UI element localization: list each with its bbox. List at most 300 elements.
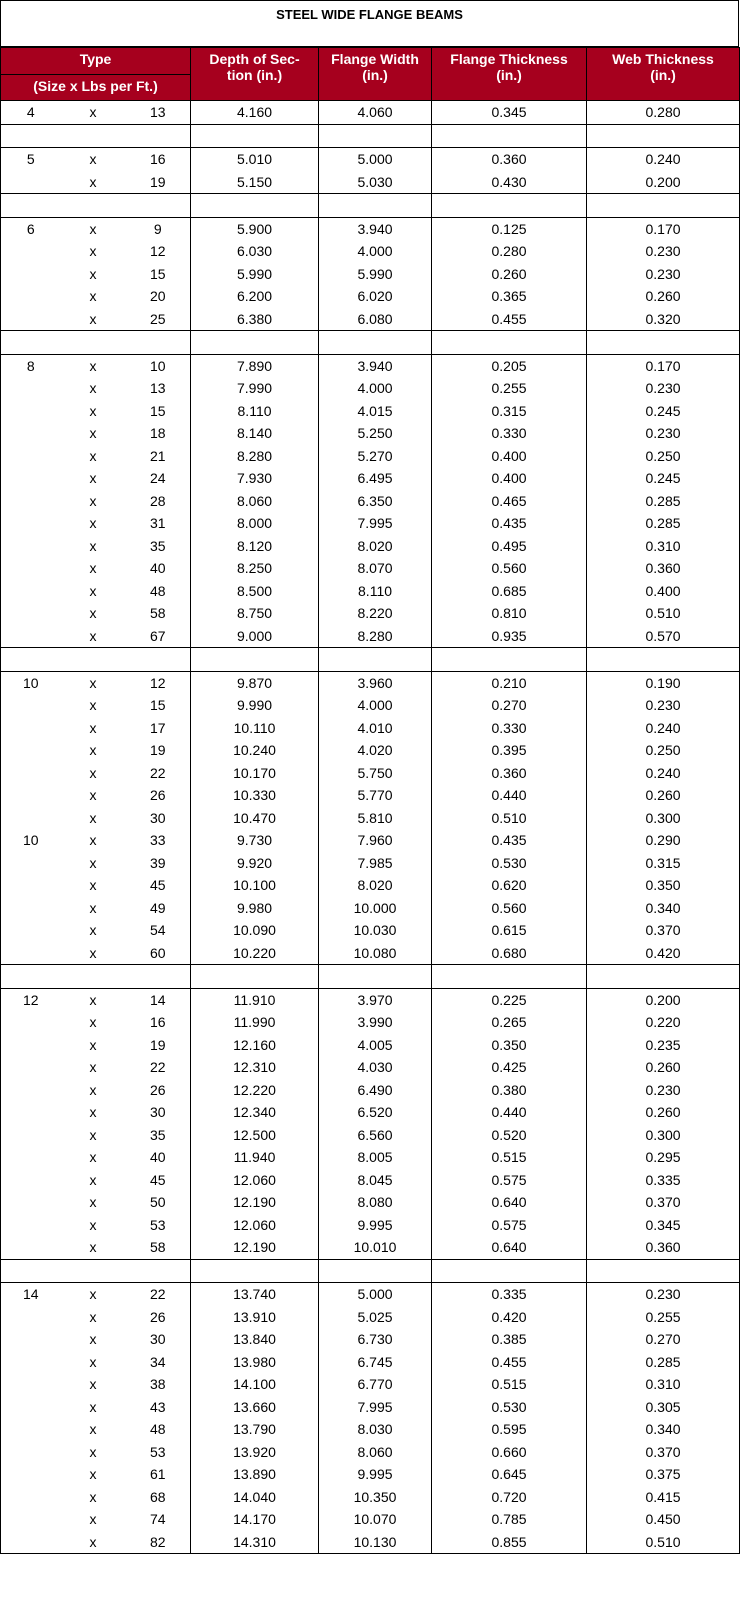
lbs-cell: 48 [126, 1418, 191, 1441]
depth-cell: 12.310 [191, 1056, 319, 1079]
lbs-cell: 28 [126, 490, 191, 513]
x-cell: x [89, 582, 97, 599]
web-thickness-cell: 0.335 [587, 1169, 740, 1192]
flange-thickness-cell: 0.560 [432, 897, 587, 920]
depth-cell: 12.190 [191, 1236, 319, 1259]
flange-width-cell: 9.995 [319, 1214, 432, 1237]
x-cell: x [89, 515, 97, 531]
depth-cell: 5.010 [191, 148, 319, 171]
flange-thickness-cell: 0.785 [432, 1508, 587, 1531]
size-cell: 10 [1, 671, 61, 694]
lbs-cell: 60 [126, 942, 191, 965]
table-row [1, 1124, 740, 1147]
size-cell [1, 445, 61, 468]
size-cell [1, 580, 61, 603]
size-cell [1, 1306, 61, 1329]
x-cell [61, 648, 126, 672]
size-cell: 4 [1, 101, 61, 125]
table-row [1, 942, 740, 965]
web-thickness-cell: 0.245 [587, 400, 740, 423]
lbs-cell: 12 [126, 671, 191, 694]
table-row [1, 1508, 740, 1531]
table-row [1, 580, 740, 603]
table-row [1, 807, 740, 830]
x-cell: x [89, 425, 97, 441]
lbs-cell [126, 331, 191, 355]
size-cell [1, 1236, 61, 1259]
size-cell [1, 897, 61, 920]
x-cell: x [61, 148, 126, 171]
flange-width-cell: 5.000 [319, 1283, 432, 1306]
lbs-cell [126, 194, 191, 218]
size-cell: 10 [1, 829, 61, 852]
flange-thickness-cell: 0.210 [432, 671, 587, 694]
size-cell [1, 331, 61, 355]
flange-width-cell: 7.960 [319, 829, 432, 852]
table-row [1, 762, 740, 785]
table-row [1, 1011, 740, 1034]
size-cell [1, 308, 61, 331]
web-thickness-cell: 0.245 [587, 467, 740, 490]
depth-cell: 10.220 [191, 942, 319, 965]
x-cell: x [89, 697, 97, 713]
flange-width-cell: 3.960 [319, 671, 432, 694]
web-thickness-cell: 0.220 [587, 1011, 740, 1034]
size-cell [1, 1259, 61, 1283]
flange-width-cell: 4.000 [319, 694, 432, 717]
x-cell: x [89, 1149, 97, 1165]
flange-width-cell: 8.020 [319, 535, 432, 558]
table-row [1, 171, 740, 194]
flange-width-cell: 3.970 [319, 988, 432, 1011]
x-cell: x [89, 402, 97, 419]
flange-width-cell: 8.005 [319, 1146, 432, 1169]
size-cell [1, 377, 61, 400]
depth-cell: 12.060 [191, 1214, 319, 1237]
flange-thickness-cell: 0.330 [432, 422, 587, 445]
table-row [1, 535, 740, 558]
web-thickness-cell: 0.450 [587, 1508, 740, 1531]
flange-thickness-cell: 0.420 [432, 1306, 587, 1329]
depth-cell [191, 194, 319, 218]
table-row [1, 1531, 740, 1554]
lbs-cell: 13 [126, 101, 191, 125]
table-row [1, 308, 740, 331]
depth-cell: 8.060 [191, 490, 319, 513]
x-cell [61, 1259, 126, 1283]
table-row [1, 671, 740, 694]
depth-cell: 6.380 [191, 308, 319, 331]
lbs-cell: 45 [126, 1169, 191, 1192]
flange-thickness-cell: 0.385 [432, 1328, 587, 1351]
table-row [1, 1191, 740, 1214]
table-row [1, 1328, 740, 1351]
lbs-cell: 35 [126, 535, 191, 558]
web-thickness-cell: 0.285 [587, 512, 740, 535]
web-thickness-cell: 0.240 [587, 762, 740, 785]
lbs-cell: 30 [126, 1328, 191, 1351]
lbs-cell: 31 [126, 512, 191, 535]
size-cell [1, 285, 61, 308]
flange-thickness-cell: 0.270 [432, 694, 587, 717]
table-row [1, 1169, 740, 1192]
depth-cell: 10.330 [191, 784, 319, 807]
lbs-cell: 82 [126, 1531, 191, 1554]
flange-thickness-cell: 0.620 [432, 874, 587, 897]
depth-cell: 10.470 [191, 807, 319, 830]
lbs-cell: 67 [126, 625, 191, 648]
web-thickness-cell: 0.240 [587, 717, 740, 740]
web-thickness-cell: 0.250 [587, 445, 740, 468]
size-cell [1, 124, 61, 148]
web-thickness-cell: 0.260 [587, 285, 740, 308]
x-cell [61, 965, 126, 989]
x-cell: x [89, 877, 97, 893]
lbs-cell: 61 [126, 1463, 191, 1486]
web-thickness-cell: 0.315 [587, 852, 740, 875]
header-flange-width: Flange Width (in.) [319, 48, 432, 101]
web-thickness-cell: 0.260 [587, 784, 740, 807]
depth-cell [191, 648, 319, 672]
depth-cell: 13.660 [191, 1396, 319, 1419]
x-cell: x [89, 1126, 97, 1143]
table-row [1, 988, 740, 1011]
depth-cell: 6.200 [191, 285, 319, 308]
flange-thickness-cell: 0.680 [432, 942, 587, 965]
flange-width-cell: 8.060 [319, 1441, 432, 1464]
web-thickness-cell: 0.230 [587, 422, 740, 445]
flange-width-cell: 6.730 [319, 1328, 432, 1351]
flange-thickness-cell: 0.640 [432, 1236, 587, 1259]
lbs-cell: 58 [126, 1236, 191, 1259]
size-cell [1, 807, 61, 830]
size-cell [1, 1486, 61, 1509]
x-cell: x [89, 854, 97, 871]
lbs-cell: 19 [126, 739, 191, 762]
table-row [1, 1146, 740, 1169]
depth-cell: 8.750 [191, 602, 319, 625]
depth-cell: 10.110 [191, 717, 319, 740]
web-thickness-cell: 0.280 [587, 101, 740, 125]
web-thickness-cell: 0.360 [587, 1236, 740, 1259]
flange-width-cell: 4.030 [319, 1056, 432, 1079]
x-cell: x [89, 1194, 97, 1210]
x-cell: x [89, 1421, 97, 1437]
lbs-cell: 21 [126, 445, 191, 468]
lbs-cell: 74 [126, 1508, 191, 1531]
web-thickness-cell: 0.230 [587, 240, 740, 263]
flange-width-cell: 3.940 [319, 354, 432, 377]
flange-thickness-cell: 0.595 [432, 1418, 587, 1441]
flange-width-cell: 10.070 [319, 1508, 432, 1531]
x-cell: x [89, 1488, 97, 1505]
flange-width-cell: 5.770 [319, 784, 432, 807]
web-thickness-cell: 0.375 [587, 1463, 740, 1486]
flange-width-cell: 5.025 [319, 1306, 432, 1329]
lbs-cell: 17 [126, 717, 191, 740]
lbs-cell: 10 [126, 354, 191, 377]
header-type: Type [1, 48, 191, 75]
table-row [1, 354, 740, 377]
web-thickness-cell: 0.510 [587, 1531, 740, 1554]
x-cell: x [61, 101, 126, 125]
x-cell [61, 331, 126, 355]
lbs-cell: 39 [126, 852, 191, 875]
flange-thickness-cell [432, 124, 587, 148]
lbs-cell: 49 [126, 897, 191, 920]
flange-width-cell: 10.010 [319, 1236, 432, 1259]
web-thickness-cell: 0.310 [587, 1373, 740, 1396]
x-cell: x [61, 671, 126, 694]
depth-cell: 14.100 [191, 1373, 319, 1396]
lbs-cell: 22 [126, 1283, 191, 1306]
depth-cell: 9.990 [191, 694, 319, 717]
table-row [1, 400, 740, 423]
table-row [1, 1486, 740, 1509]
flange-thickness-cell: 0.400 [432, 467, 587, 490]
web-thickness-cell: 0.285 [587, 490, 740, 513]
web-thickness-cell: 0.230 [587, 694, 740, 717]
size-cell [1, 1508, 61, 1531]
flange-thickness-cell [432, 1259, 587, 1283]
flange-width-cell: 5.030 [319, 171, 432, 194]
lbs-cell: 68 [126, 1486, 191, 1509]
blank-row [1, 124, 740, 148]
flange-width-cell: 7.995 [319, 512, 432, 535]
flange-thickness-cell: 0.380 [432, 1079, 587, 1102]
lbs-cell: 33 [126, 829, 191, 852]
lbs-cell: 40 [126, 1146, 191, 1169]
depth-cell: 13.980 [191, 1351, 319, 1374]
depth-cell: 12.060 [191, 1169, 319, 1192]
depth-cell: 13.840 [191, 1328, 319, 1351]
lbs-cell: 26 [126, 784, 191, 807]
depth-cell: 12.160 [191, 1034, 319, 1057]
table-row [1, 897, 740, 920]
flange-width-cell: 5.000 [319, 148, 432, 171]
flange-width-cell: 8.070 [319, 557, 432, 580]
web-thickness-cell [587, 648, 740, 672]
flange-thickness-cell: 0.435 [432, 829, 587, 852]
depth-cell [191, 331, 319, 355]
flange-width-cell: 8.030 [319, 1418, 432, 1441]
depth-cell: 8.500 [191, 580, 319, 603]
x-cell: x [61, 1531, 126, 1554]
depth-cell: 13.740 [191, 1283, 319, 1306]
table-row [1, 557, 740, 580]
depth-cell: 10.090 [191, 919, 319, 942]
size-cell [1, 557, 61, 580]
flange-width-cell: 8.220 [319, 602, 432, 625]
flange-thickness-cell: 0.205 [432, 354, 587, 377]
table-row [1, 1396, 740, 1419]
lbs-cell [126, 1259, 191, 1283]
size-cell [1, 625, 61, 648]
flange-width-cell [319, 965, 432, 989]
size-cell [1, 874, 61, 897]
lbs-cell: 22 [126, 1056, 191, 1079]
web-thickness-cell: 0.170 [587, 217, 740, 240]
web-thickness-cell: 0.230 [587, 377, 740, 400]
lbs-cell: 25 [126, 308, 191, 331]
flange-thickness-cell: 0.855 [432, 1531, 587, 1554]
size-cell [1, 1373, 61, 1396]
depth-cell: 10.170 [191, 762, 319, 785]
flange-width-cell: 3.990 [319, 1011, 432, 1034]
flange-thickness-cell: 0.455 [432, 1351, 587, 1374]
flange-width-cell: 6.745 [319, 1351, 432, 1374]
flange-thickness-cell: 0.640 [432, 1191, 587, 1214]
lbs-cell: 26 [126, 1079, 191, 1102]
flange-width-cell [319, 648, 432, 672]
table-row [1, 1463, 740, 1486]
depth-cell: 13.890 [191, 1463, 319, 1486]
lbs-cell: 40 [126, 557, 191, 580]
x-cell: x [89, 1036, 97, 1053]
size-cell [1, 1124, 61, 1147]
web-thickness-cell: 0.300 [587, 1124, 740, 1147]
flange-width-cell: 5.270 [319, 445, 432, 468]
flange-thickness-cell [432, 331, 587, 355]
lbs-cell: 9 [126, 217, 191, 240]
flange-width-cell: 8.280 [319, 625, 432, 648]
table-row [1, 217, 740, 240]
table-row [1, 1214, 740, 1237]
x-cell: x [89, 1239, 97, 1255]
size-cell [1, 490, 61, 513]
table-row [1, 1373, 740, 1396]
flange-width-cell: 7.995 [319, 1396, 432, 1419]
x-cell: x [89, 560, 97, 576]
web-thickness-cell: 0.370 [587, 1441, 740, 1464]
flange-width-cell [319, 1259, 432, 1283]
lbs-cell: 30 [126, 807, 191, 830]
lbs-cell: 53 [126, 1441, 191, 1464]
flange-thickness-cell: 0.660 [432, 1441, 587, 1464]
lbs-cell: 58 [126, 602, 191, 625]
depth-cell: 12.220 [191, 1079, 319, 1102]
flange-thickness-cell: 0.330 [432, 717, 587, 740]
x-cell: x [89, 719, 97, 736]
size-cell [1, 1441, 61, 1464]
web-thickness-cell: 0.230 [587, 1283, 740, 1306]
web-thickness-cell: 0.295 [587, 1146, 740, 1169]
size-cell: 8 [1, 354, 61, 377]
size-cell [1, 1418, 61, 1441]
web-thickness-cell: 0.250 [587, 739, 740, 762]
x-cell: x [89, 1216, 97, 1233]
depth-cell: 5.990 [191, 263, 319, 286]
size-cell [1, 942, 61, 965]
size-cell [1, 717, 61, 740]
x-cell: x [89, 787, 97, 803]
web-thickness-cell [587, 194, 740, 218]
web-thickness-cell: 0.370 [587, 919, 740, 942]
lbs-cell [126, 124, 191, 148]
flange-width-cell: 4.060 [319, 101, 432, 125]
web-thickness-cell: 0.190 [587, 671, 740, 694]
flange-width-cell [319, 194, 432, 218]
lbs-cell: 15 [126, 263, 191, 286]
table-row [1, 739, 740, 762]
x-cell: x [61, 988, 126, 1011]
table-row [1, 1306, 740, 1329]
lbs-cell: 54 [126, 919, 191, 942]
flange-width-cell: 6.490 [319, 1079, 432, 1102]
table-row [1, 101, 740, 125]
size-cell [1, 171, 61, 194]
flange-width-cell: 7.985 [319, 852, 432, 875]
x-cell: x [89, 809, 97, 826]
table-body [1, 101, 740, 1554]
flange-thickness-cell: 0.360 [432, 148, 587, 171]
lbs-cell: 35 [126, 1124, 191, 1147]
flange-thickness-cell: 0.425 [432, 1056, 587, 1079]
web-thickness-cell: 0.270 [587, 1328, 740, 1351]
flange-width-cell: 9.995 [319, 1463, 432, 1486]
x-cell: x [89, 1398, 97, 1415]
depth-cell: 7.990 [191, 377, 319, 400]
depth-cell: 8.110 [191, 400, 319, 423]
x-cell: x [89, 1104, 97, 1120]
flange-thickness-cell: 0.335 [432, 1283, 587, 1306]
table-row [1, 445, 740, 468]
table-row [1, 717, 740, 740]
size-cell [1, 1169, 61, 1192]
size-cell [1, 400, 61, 423]
flange-width-cell: 4.015 [319, 400, 432, 423]
flange-width-cell: 4.020 [319, 739, 432, 762]
depth-cell: 11.910 [191, 988, 319, 1011]
size-cell [1, 1351, 61, 1374]
flange-thickness-cell [432, 648, 587, 672]
x-cell: x [89, 1059, 97, 1075]
flange-thickness-cell: 0.575 [432, 1169, 587, 1192]
flange-width-cell: 10.080 [319, 942, 432, 965]
table-title: STEEL WIDE FLANGE BEAMS [0, 0, 739, 47]
depth-cell [191, 124, 319, 148]
web-thickness-cell: 0.415 [587, 1486, 740, 1509]
x-cell: x [89, 470, 97, 486]
lbs-cell: 30 [126, 1101, 191, 1124]
flange-width-cell: 5.810 [319, 807, 432, 830]
flange-width-cell: 10.350 [319, 1486, 432, 1509]
table-row [1, 694, 740, 717]
x-cell: x [89, 1443, 97, 1460]
table-row [1, 1351, 740, 1374]
depth-cell: 7.890 [191, 354, 319, 377]
lbs-cell: 26 [126, 1306, 191, 1329]
table-row [1, 625, 740, 648]
size-cell [1, 535, 61, 558]
lbs-cell: 53 [126, 1214, 191, 1237]
table-row [1, 512, 740, 535]
size-cell [1, 512, 61, 535]
flange-width-cell: 3.940 [319, 217, 432, 240]
web-thickness-cell: 0.255 [587, 1306, 740, 1329]
lbs-cell: 15 [126, 694, 191, 717]
depth-cell: 13.910 [191, 1306, 319, 1329]
flange-width-cell: 10.130 [319, 1531, 432, 1554]
flange-width-cell: 6.770 [319, 1373, 432, 1396]
x-cell: x [89, 447, 97, 464]
flange-width-cell: 4.010 [319, 717, 432, 740]
web-thickness-cell: 0.340 [587, 897, 740, 920]
web-thickness-cell: 0.260 [587, 1056, 740, 1079]
table-row [1, 602, 740, 625]
flange-width-cell: 6.520 [319, 1101, 432, 1124]
x-cell: x [61, 217, 126, 240]
